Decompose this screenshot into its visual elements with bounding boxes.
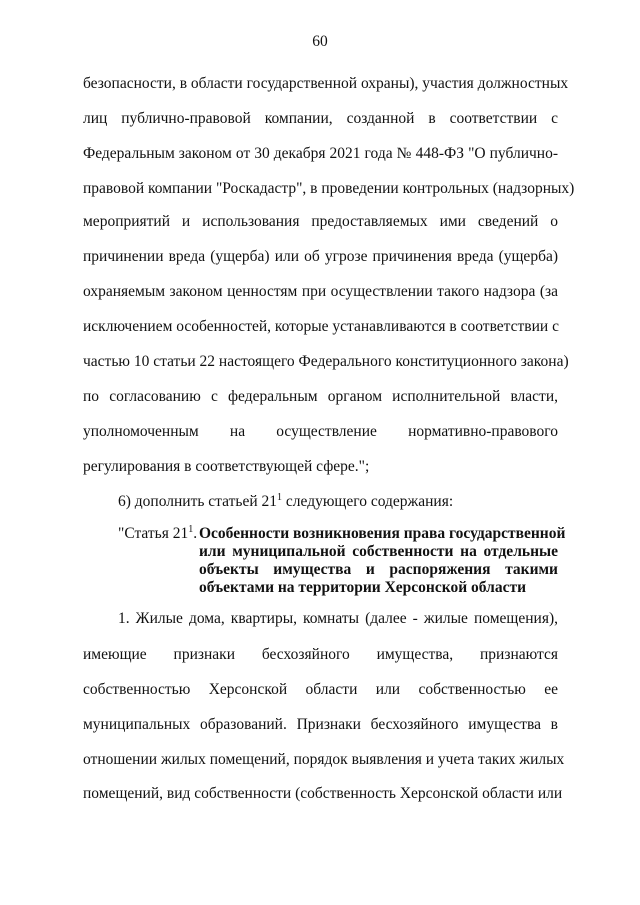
text-line: безопасности, в области государственной охраны), участия должностных [83,75,569,92]
text-line: муниципальных образований. Признаки бесхозяйного имущества в [83,716,558,733]
text-line: охраняемым законом ценностям при осуществлении такого надзора (за [83,283,558,300]
text-line: отношении жилых помещений, порядок выявления и учета таких жилых [83,751,565,768]
article-title-line: объектами на территории Херсонской области [199,579,527,596]
article-title-line: или муниципальной собственности на отдельные [199,543,558,560]
text-line: правовой компании "Роскадастр", в проведении контрольных (надзорных) [83,180,575,197]
text-line: причинении вреда (ущерба) или об угрозе причинения вреда (ущерба) [83,248,558,265]
text-line: исключением особенностей, которые устанавливаются в соответствии с [83,318,559,335]
amendment-item [118,492,558,512]
text-line: регулирования в соответствующей сфере."; [83,458,370,475]
text-line: мероприятий и использования предоставляемых ими сведений о [83,213,558,230]
article-label [118,525,197,543]
article-title [199,525,566,597]
amendment-item-superscript: 1 [277,491,283,503]
text-line: собственностью Херсонской области или собственностью ее [83,681,558,698]
text-line: 1. Жилые дома, квартиры, комнаты (далее - жилые помещения), [118,610,558,627]
article-label-superscript: 1 [188,523,194,535]
text-line: уполномоченным на осуществление нормативно-правового [83,423,558,440]
amendment-item-prefix: 6) дополнить статьей 21 [118,493,278,510]
article-title-line: объекты имущества и распоряжения такими [199,561,558,578]
text-line: частью 10 статьи 22 настоящего Федерального конституционного закона) [83,353,569,370]
text-line: лиц публично-правовой компании, созданной в соответствии с [83,110,558,127]
page-number: 60 [312,33,328,50]
text-line: Федеральным законом от 30 декабря 2021 года № 448-ФЗ "О публично- [83,145,558,162]
text-line: по согласованию с федеральным органом исполнительной власти, [83,388,558,405]
article-title-line: Особенности возникновения права государственной [199,525,566,542]
amendment-item-suffix: следующего содержания: [282,493,454,510]
article-label-suffix: . [193,525,198,542]
article-label-prefix: "Статья 21 [118,525,189,542]
text-line: помещений, вид собственности (собственность Херсонской области или [83,785,563,802]
text-line: имеющие признаки бесхозяйного имущества, признаются [83,646,558,663]
